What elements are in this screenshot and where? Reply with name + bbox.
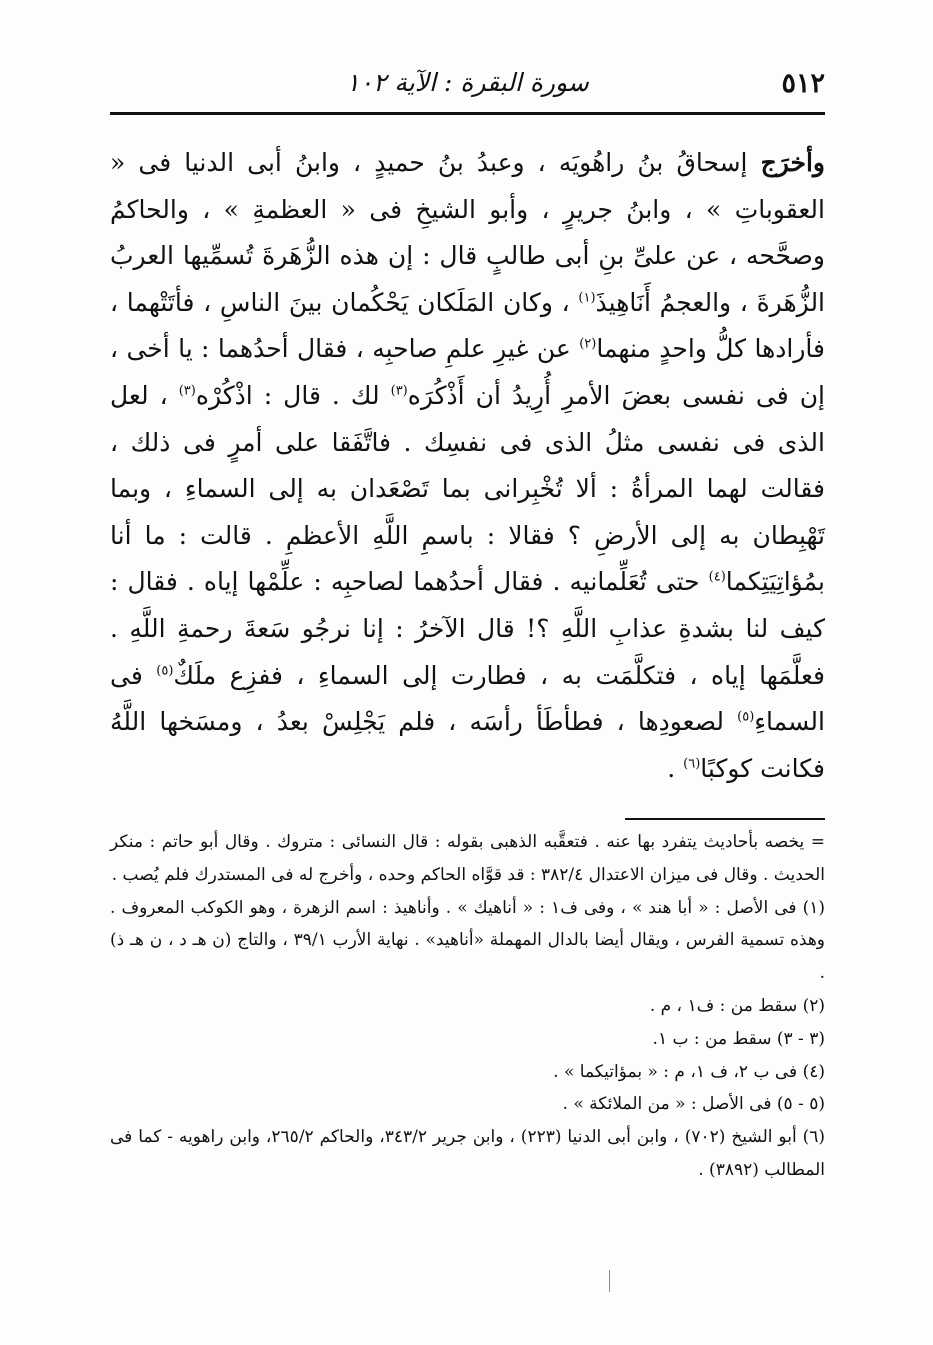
footnote-ref: (٤) <box>708 570 726 586</box>
footnote-1: (١) فى الأصل : « أبا هند » ، وفى ف١ : « أناهيك » . وأناهيذ : اسم الزهرة ، وهو الكوكب المعروف . وهذه تسمية الفرس ، ويقال أيضا بالدال المهملة «أناهيد» . نهاية الأرب ٣٩/١ ، والتاج (ن هـ د ، ن هـ ذ) . <box>110 897 825 984</box>
main-text <box>110 140 825 792</box>
footnote-ref: (٦) <box>683 756 701 772</box>
footnote-2: (٢) سقط من : ف١ ، م . <box>649 995 825 1016</box>
footnote-rule <box>625 818 825 820</box>
scan-mark <box>609 1270 610 1292</box>
page-header <box>110 62 825 106</box>
main-text-segment: عن غيرِ علمِ صاحبِه ، فقال أحدُهما : يا أخى ، إن فى نفسى بعضَ الأمرِ أُرِيدُ أن أَذْكُرَه <box>110 334 826 410</box>
footnote-5: (٥ - ٥) فى الأصل : « من الملائكة » . <box>562 1094 825 1115</box>
footnote-ref: (٥) <box>737 709 755 725</box>
footnote-ref: (٢) <box>579 337 597 353</box>
main-text-segment: لك . قال : اذْكُرْه <box>195 380 391 410</box>
main-text-segment: . <box>667 753 684 783</box>
main-text-segment: فى السماءِ <box>110 660 825 737</box>
footnotes <box>110 826 825 1187</box>
main-text-segment: ، وكان المَلَكان يَحْكُمان بينَ الناسِ ، فأتَتْهما ، فأرادها كلُّ واحدٍ منهما <box>110 287 825 364</box>
main-text-segment: لصعودِها ، فطأطَأ رأسَه ، فلم يَجْلِسْ بعدُ ، ومسَخها اللَّهُ فكانت كوكبًا <box>110 707 825 783</box>
footnote-ref: (١) <box>578 290 596 306</box>
lead-word: وأخرَج <box>760 148 825 177</box>
page-number: ٥١٢ <box>781 68 825 99</box>
main-text-segment: حتى تُعَلِّمانيه . فقال أحدُهما لصاحبِه : علِّمْها إياه . فقال : كيف لنا بشدةِ عذابِ اللَّهِ ؟! قال الآخرُ : إنا نرجُو سَعةَ رحمةِ اللَّهِ . فعلَّمَها إياه ، فتكلَّمَت به ، فطارت إلى السماءِ ، ففزِع ملَكٌ <box>110 567 825 690</box>
header-rule <box>110 112 825 115</box>
main-text-segment: ، لعل الذى فى نفسى مثلُ الذى فى نفسِك . فاتَّفَقا على أمرٍ فى ذلك ، فقالت لهما المرأةُ : ألا تُخْبِرانى بما تَصْعَدان به إلى السماءِ ، وبما تَهْبِطان به إلى الأرضِ ؟ فقالا : باسمِ اللَّهِ الأعظمِ . قالت : ما أنا بمُؤاتِيَتِكما <box>110 380 825 597</box>
footnote-4: (٤) فى ب ٢، ف ١، م : « بمؤاتيكما » . <box>553 1061 825 1082</box>
footnote-3: (٣ - ٣) سقط من : ب ١. <box>652 1028 825 1049</box>
running-title: سورة البقرة : الآية ١٠٢ <box>346 68 589 97</box>
footnote-continuation: = يخصه بأحاديث يتفرد بها عنه . فتعقَّبه الذهبى بقوله : قال النسائى : متروك . وقال أبو حاتم : منكر الحديث . وقال فى ميزان الاعتدال ٣٨٢/٤ : قد قوَّاه الحاكم وحده ، وأخرج له فى المستدرك فلم يُصب . <box>110 832 825 885</box>
main-text-segment: إسحاقُ بنُ راهُويَه ، وعبدُ بنُ حميدٍ ، وابنُ أبى الدنيا فى « العقوباتِ » ، وابنُ جريرٍ ، وأبو الشيخِ فى « العظمةِ » ، والحاكمُ وصحَّحه ، عن علىِّ بنِ أبى طالبٍ قال : إن هذه الزُّهَرةَ تُسمِّيها العربُ الزُّهَرةَ ، والعجمُ أَنَاهِيذَ <box>110 148 826 317</box>
footnote-ref: (٥) <box>156 663 174 679</box>
footnote-ref: (٣) <box>178 383 196 399</box>
footnote-ref: (٣) <box>390 383 408 399</box>
footnote-6: (٦) أبو الشيخ (٧٠٢) ، وابن أبى الدنيا (٢٢٣) ، وابن جرير ٣٤٣/٢، والحاكم ٢٦٥/٢، وابن راهويه - كما فى المطالب (٣٨٩٢) . <box>110 1127 826 1180</box>
